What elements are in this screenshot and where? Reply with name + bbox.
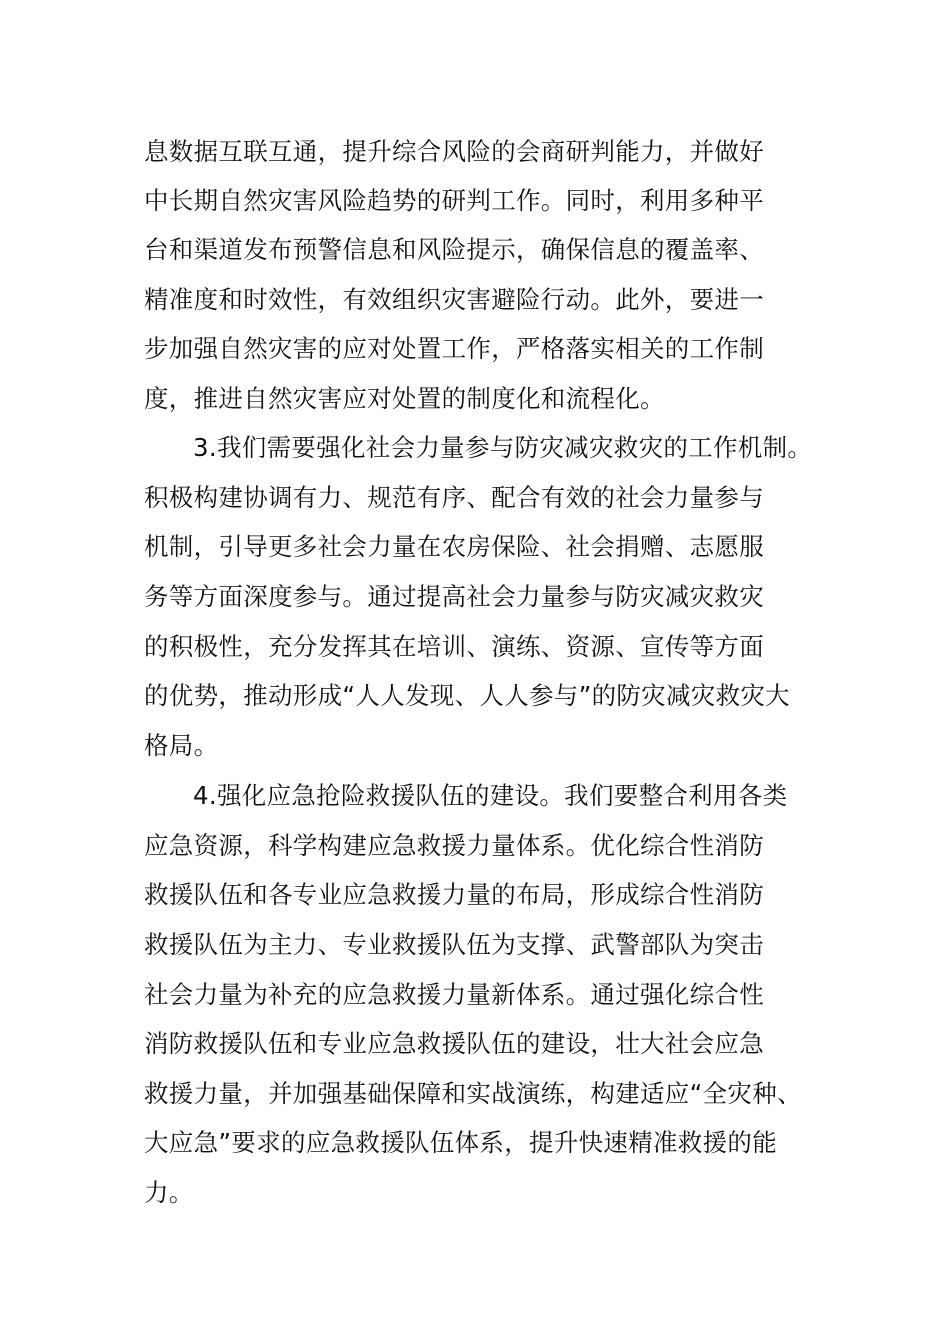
text-line: 步加强自然灾害的应对处置工作，严格落实相关的工作制	[144, 334, 764, 363]
text-line: 息数据互联互通，提升综合风险的会商研判能力，并做好	[144, 137, 764, 166]
text-line: 力。	[144, 1178, 194, 1207]
text-line: 中长期自然灾害风险趋势的研判工作。同时，利用多种平	[144, 186, 764, 215]
text-line: 精准度和时效性，有效组织灾害避险行动。此外，要进一	[144, 285, 764, 314]
text-line: 的积极性，充分发挥其在培训、演练、资源、宣传等方面	[144, 632, 764, 661]
text-line: 机制，引导更多社会力量在农房保险、社会捐赠、志愿服	[144, 532, 764, 561]
paragraph-3-first-line: 3.我们需要强化社会力量参与防灾减灾救灾的工作机制。	[193, 433, 813, 462]
text-line: 大应急”要求的应急救援队伍体系，提升快速精准救援的能	[144, 1128, 777, 1157]
text-line: 救援队伍和各专业应急救援力量的布局，形成综合性消防	[144, 880, 764, 909]
paragraph-4-first-line: 4.强化应急抢险救援队伍的建设。我们要整合利用各类	[193, 781, 788, 810]
text-line: 格局。	[144, 731, 219, 760]
text-line: 救援队伍为主力、专业救援队伍为支撑、武警部队为突击	[144, 930, 764, 959]
text-line: 的优势，推动形成“人人发现、人人参与”的防灾减灾救灾大	[144, 681, 790, 710]
text-line: 台和渠道发布预警信息和风险提示，确保信息的覆盖率、	[144, 235, 764, 264]
text-line: 消防救援队伍和专业应急救援队伍的建设，壮大社会应急	[144, 1029, 764, 1058]
text-line: 积极构建协调有力、规范有序、配合有效的社会力量参与	[144, 483, 764, 512]
text-line: 务等方面深度参与。通过提高社会力量参与防灾减灾救灾	[144, 582, 764, 611]
text-line: 度，推进自然灾害应对处置的制度化和流程化。	[144, 384, 665, 413]
text-line: 应急资源，科学构建应急救援力量体系。优化综合性消防	[144, 831, 764, 860]
text-line: 社会力量为补充的应急救援力量新体系。通过强化综合性	[144, 980, 764, 1009]
text-line: 救援力量，并加强基础保障和实战演练，构建适应“全灾种、	[144, 1079, 802, 1108]
